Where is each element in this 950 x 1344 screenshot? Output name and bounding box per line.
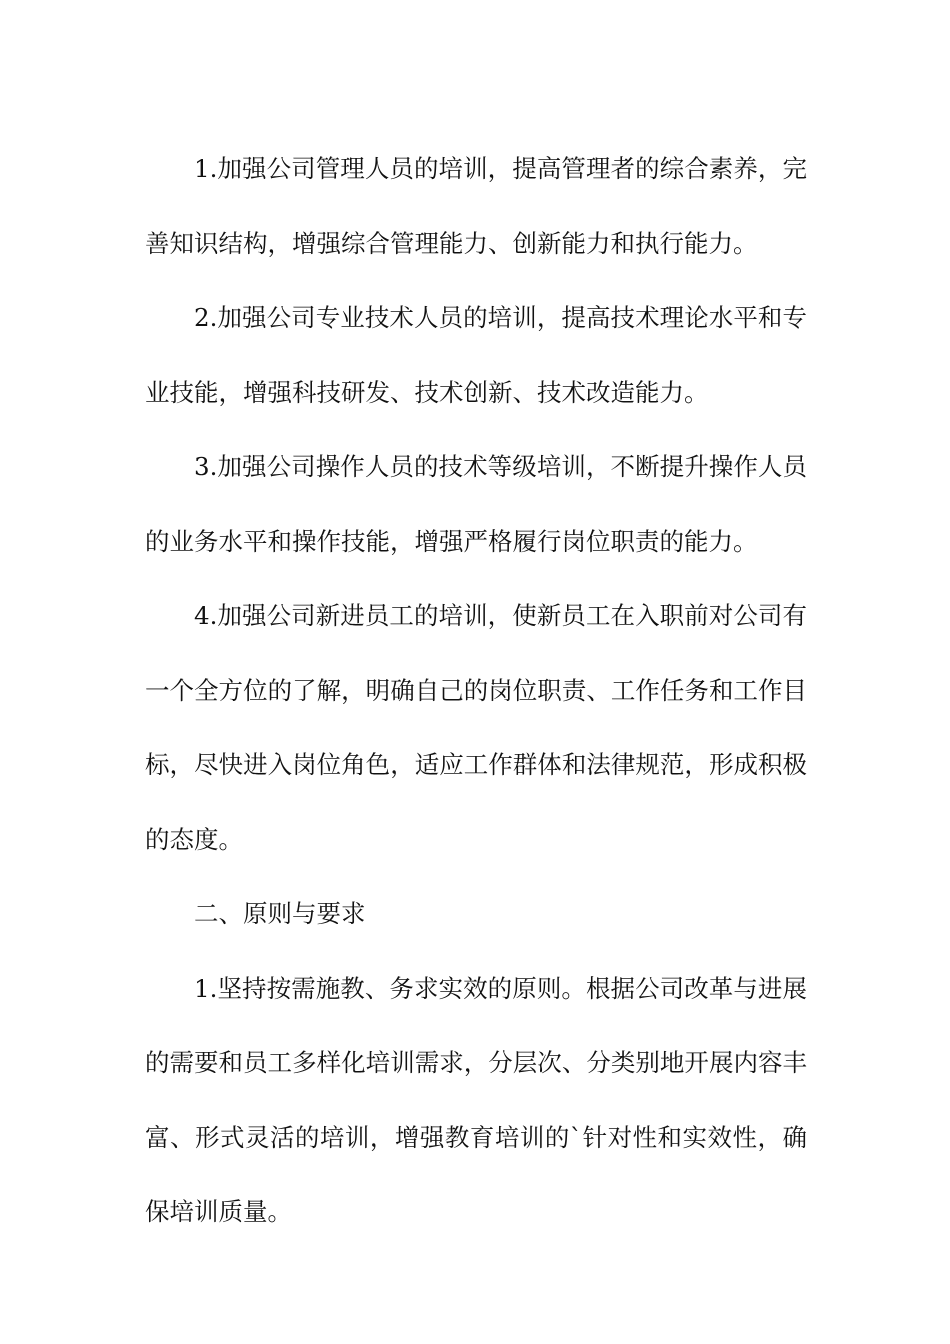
section-heading-principles: 二、原则与要求 — [194, 899, 366, 928]
document-body — [145, 132, 807, 1250]
paragraph-goal-management-training: 1.加强公司管理人员的培训，提高管理者的综合素养，完善知识结构，增强综合管理能力、创新能力和执行能力。 — [145, 154, 807, 258]
paragraph-goal-operator-training: 3.加强公司操作人员的技术等级培训，不断提升操作人员的业务水平和操作技能，增强严格履行岗位职责的能力。 — [145, 452, 807, 556]
paragraph-goal-new-employee-training: 4.加强公司新进员工的培训，使新员工在入职前对公司有一个全方位的了解，明确自己的岗位职责、工作任务和工作目标，尽快进入岗位角色，适应工作群体和法律规范，形成积极的态度。 — [145, 601, 807, 854]
paragraph-goal-technical-training: 2.加强公司专业技术人员的培训，提高技术理论水平和专业技能，增强科技研发、技术创新、技术改造能力。 — [145, 303, 807, 407]
paragraph-principle-1: 1.坚持按需施教、务求实效的原则。根据公司改革与进展的需要和员工多样化培训需求，分层次、分类别地开展内容丰富、形式灵活的培训，增强教育培训的`针对性和实效性，确保培训质量。 — [145, 973, 807, 1226]
